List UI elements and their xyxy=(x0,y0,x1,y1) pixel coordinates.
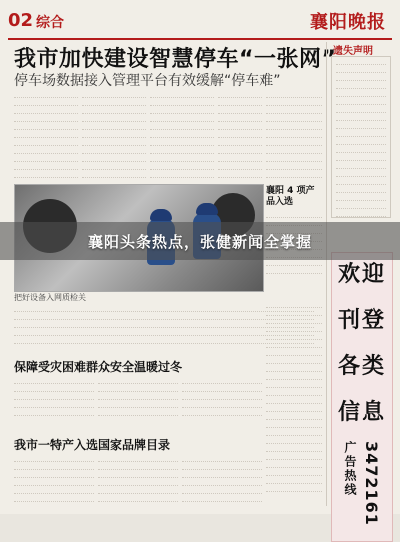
photo-caption: 把好设备入网质检关 xyxy=(14,293,86,302)
ad-word: 信息 xyxy=(338,400,387,425)
article-headline-1: 保障受灾困难群众安全温暖过冬 xyxy=(14,360,183,374)
article2-column-b xyxy=(98,454,178,504)
article2-column-a xyxy=(14,454,94,504)
lost-notice-box xyxy=(331,56,391,218)
article-column-5 xyxy=(266,90,322,182)
article1-column-a xyxy=(14,376,94,416)
article-column-2 xyxy=(82,90,146,182)
ad-phone-number: 3472161 xyxy=(362,441,381,526)
article-column-1 xyxy=(14,90,78,182)
ad-word: 各类 xyxy=(338,354,387,379)
lost-notice-title: 遗失声明 xyxy=(333,46,373,57)
section-label: 综合 xyxy=(36,15,64,31)
promo-banner-text: 襄阳头条热点，张健新闻全掌握 xyxy=(87,232,312,251)
page-number: 02 xyxy=(8,10,34,31)
article1-column-c xyxy=(182,376,262,416)
right-sidebar xyxy=(326,42,393,526)
article-column-4 xyxy=(218,90,262,182)
ad-word: 欢迎 xyxy=(338,262,387,287)
article2-column-c xyxy=(182,454,262,504)
article-headline-2: 我市一特产入选国家品牌目录 xyxy=(14,438,171,452)
helmet-icon xyxy=(150,209,172,221)
promo-banner[interactable] xyxy=(0,222,400,260)
article1-column-b xyxy=(98,376,178,416)
masthead-logo: 襄阳晚报 xyxy=(310,12,386,33)
article-column-right xyxy=(266,300,322,500)
notice-title: 襄阳 4 项产品入选 xyxy=(266,186,315,207)
main-subheadline: 停车场数据接入管理平台有效缓解“停车难” xyxy=(14,73,281,89)
helmet-icon xyxy=(196,203,218,215)
ad-hotline-label: 广告热线 xyxy=(343,441,357,497)
main-headline: 我市加快建设智慧停车“一张网” xyxy=(14,47,337,72)
page-header xyxy=(8,8,392,40)
ad-word: 刊登 xyxy=(338,308,387,333)
article-column-3 xyxy=(150,90,214,182)
advertisement-box xyxy=(331,252,393,542)
